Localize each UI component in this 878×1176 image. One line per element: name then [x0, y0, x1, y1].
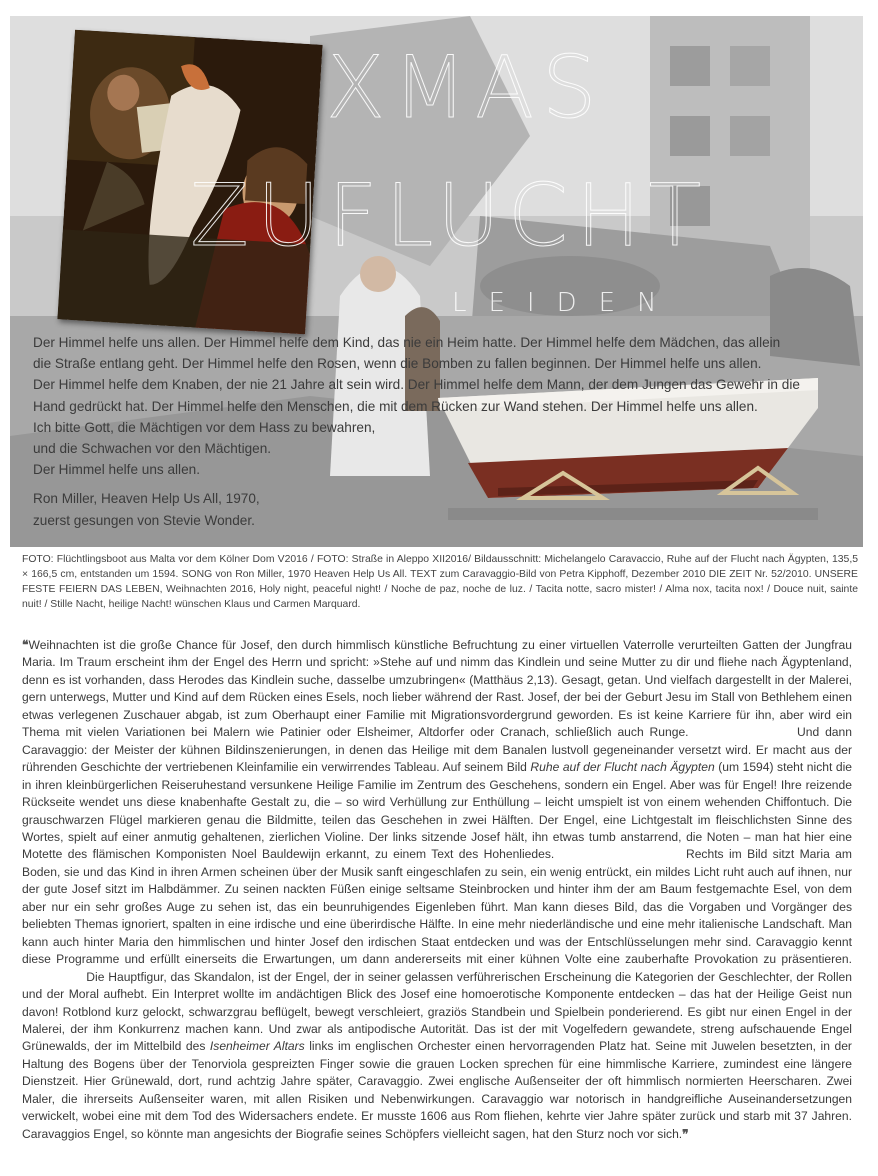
essay-paragraph: Rechts im Bild sitzt Maria am Boden, sie und das Kind in ihren Armen scheinen über der Musik sanft eingeschlafen zu sein, ein wenig entrückt, ein mildes Licht ruht auch auf ihnen, nur der gute Josef sitzt im Halbdämmer. Zu seinen nackten Füßen einige seltsame Steinbrocken und hinter ihm der am Baum festgemachte Esel, von dem aber nur ein sehr großes Auge zu sehen ist, das ein beunruhigendes Eigenleben führt. Man kann dieses Bild, das die Vorgaben und Vorgänger des beliebten Themas ignoriert, spalten in eine irdische und eine überirdische Hälfte. In eine mehr niederländische und eine mehr italienische Landschaft. Man kann auch hinter Maria den himmlischen und hinter Josef den irdischen Staat entdecken und was der Entschlüsselungen mehr sind. Caravaggio kennt diese Programme und erfüllt einerseits die Erwartungen, um dann andererseits mit einer kühnen Volte eine zauberhafte Provokation zu präsentieren. — [22, 847, 852, 967]
poem-line: Ich bitte Gott, die Mächtigen vor dem Hass zu bewahren, — [33, 419, 376, 435]
essay-paragraph: Weihnachten ist die große Chance für Josef, den durch himmlisch künstliche Befruchtung zu einer virtuellen Vaterrolle verurteilten Gatten der Jungfrau Maria. Im Traum erscheint ihm der Engel des Herrn und spricht: »Stehe auf und nimm das Kindlein und seine Mutter zu dir und fliehe nach Ägyptenland, denn es ist vorhanden, dass Herodes das Kindlein suche, dasselbe umzubringen« (Matthäus 2,13). Gesagt, getan. Und vielfach dargestellt in der Malerei, gern unterwegs, Mutter und Kind auf dem Rücken eines Esels, noch lieber während der Rast. Josef, der bei der Geburt Jesu im Stall von Bethlehem einen etwas verlegenen Zuschauer abgab, ist zum Oberhaupt einer Familie mit Migrationsvordergrund geworden. Es ist keine Karriere für ihn, aber wird ein Thema mit vielen Variationen bei Malern wie Patinier oder Elsheimer, Altdorfer oder Cranach, schließlich auch Runge. — [22, 638, 852, 740]
poem-credit-line: Ron Miller, Heaven Help Us All, 1970, — [33, 491, 260, 507]
essay-paragraph: links im englischen Orchester einen hervorragenden Platz hat. Seine mit Juwelen besetzten, in der Haltung des Bogens über der Tenorviola gespreizten Finger sowie die grauen Locken sprechen für eine himmlische Karriere, zumindest eine längere Dienstzeit. Hier Grünewald, dort, rund achtzig Jahre später, Caravaggio. Zwei englische Außenseiter der oft himmlisch normierten Heerscharen. Zwei Maler, die ihrerseits Außenseiter waren, mit allen Risiken und Nebenwirkungen. Caravaggio war notorisch in handgreifliche Auseinandersetzungen verwickelt, wobei eine mit dem Tod des Widersachers endete. Er musste 1606 aus Rom fliehen, kehrte vier Jahre später zurück und starb mit 37 Jahren. Caravaggios Engel, so könnte man angesichts der Biografie seines Schöpfers vielleicht sagen, hat den Sturz noch vor sich. — [22, 1039, 852, 1141]
poem-line: Der Himmel helfe uns allen. Der Himmel helfe dem Kind, das nie ein Heim hatte. Der Himmel helfe dem Mädchen, das allein — [33, 335, 781, 350]
close-quote-icon: ❞ — [682, 1126, 689, 1141]
poem-credit-line: zuerst gesungen von Stevie Wonder. — [33, 512, 255, 528]
poem-text — [33, 332, 813, 531]
essay-paragraph: Und dann Caravaggio: der Meister der kühnen Bildinszenierungen, in denen das Heilige mit dem Banalen lustvoll gegeneinander versetzt wird. Er macht aus der rührenden Geschichte der vertriebenen Kleinfamilie ein verwirrendes Tableau. Auf seinem Bild — [22, 725, 852, 775]
essay-paragraph: (um 1594) steht nicht die in ihren kleinbürgerlichen Reiseruhestand versunkene Heilige Familie im Zentrum des Geschehens, sondern ein Engel. Aber was für Engel! Ihre reizende Rückseite wendet uns diese knabenhafte Gestalt zu, die – so wird Verhüllung zur Enthüllung – leicht umspielt ist von einem wehenden Chiffontuch. Die grauschwarzen Flügel markieren genau die Bildmitte, teilen das Geschehen in zwei Hälften. Der Engel, eine Lichtgestalt im fleischlichsten Sinne des Wortes, spielt auf einer anmutig gehaltenen, zierlichen Violine. Der links sitzende Josef hält, ihn etwas tumb anstarrend, die Noten – man hat hier eine Motette des flämischen Komponisten Noel Bauldewijn erkannt, zu einem Text des Hohenliedes. — [22, 760, 852, 862]
poem-line: Hand gedrückt hat. Der Himmel helfe den Menschen, die mit dem Rücken zur Wand stehen. Der Himmel helfe uns allen. — [33, 398, 758, 414]
painting-title: Ruhe auf der Flucht nach Ägypten — [530, 760, 715, 775]
poem-line: Der Himmel helfe dem Knaben, der nie 21 Jahre alt sein wird. Der Himmel helfe dem Mann, der dem Jungen das Gewehr in die — [33, 377, 800, 393]
photo-caption: FOTO: Flüchtlingsboot aus Malta vor dem Kölner Dom V2016 / FOTO: Straße in Aleppo XII2016/ Bildausschnitt: Michelangelo Caravaccio, Ruhe auf der Flucht nach Ägypten, 135,5 × 166,5 cm, entstanden um 1594. SONG von Ron Miller, 1970 Heaven Help Us All. TEXT zum Caravaggio-Bild von Petra Kipphoff, Dezember 2010 DIE ZEIT Nr. 52/2010. UNSERE FESTE FEIERN DAS LEBEN, Weihnachten 2016, Holy night, peaceful night! / Noche de paz, noche de luz. / Tacita notte, sacro mister! / Alma nox, tacita nox! / Douce nuit, sainte nuit! / Stille Nacht, heilige Nacht! wünschen Klaus und Carmen Marquard. — [22, 554, 858, 610]
poem-line: Der Himmel helfe uns allen. — [33, 462, 200, 478]
title-zuflucht: ZUFLUCHT — [190, 166, 710, 266]
altar-title: Isenheimer Altars — [209, 1039, 305, 1054]
essay-text — [22, 637, 852, 1143]
poem-line: die Straße entlang geht. Der Himmel helfe den Rosen, wenn die Bomben zu fallen beginnen. Der Himmel helfe uns allen. — [33, 356, 762, 372]
title-leiden: LEIDEN — [452, 288, 679, 318]
title-xmas: XMAS — [326, 38, 605, 138]
open-quote-icon: ❝ — [22, 638, 29, 652]
hero-collage — [10, 16, 863, 547]
poem-line: und die Schwachen vor den Mächtigen. — [33, 441, 272, 457]
essay-paragraph: Die Hauptfigur, das Skandalon, ist der Engel, der in seiner gelassen verführerischen Erscheinung die Kategorien der Geschlechter, der Rollen und der Moral aufhebt. Ein Interpret wollte im andächtigen Blick des Josef eine homoerotische Komponente entdecken – das hat der Heilige Geist nun davon! Rotblond kurz gelockt, schwarzgrau beflügelt, bewegt verschleiert, graziös Standbein und Spielbein ponderierend. Es gibt nur einen Engel in der Malerei, der ihm Konkurrenz machen kann. Und zwar als antipodische Autorität. Das ist der mit Vogelfedern gewandete, streng aufschauende Engel Grünewalds, der im Mittelbild des — [22, 969, 852, 1054]
